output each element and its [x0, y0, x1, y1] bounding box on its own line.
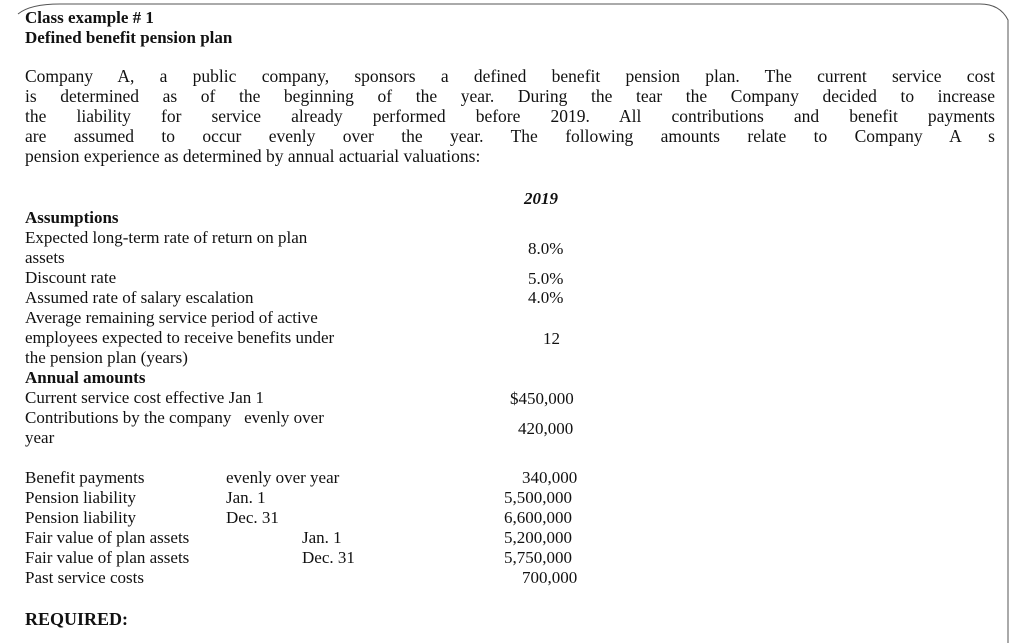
benefit-payments-note: evenly over year [226, 468, 340, 487]
intro-line: are assumed to occur evenly over the year. The following amounts relate to Company A s [25, 126, 995, 146]
discount-rate-value: 5.0% [528, 269, 564, 288]
arsp-value: 12 [543, 329, 560, 348]
contributions-value: 420,000 [518, 419, 574, 438]
pension-liability-dec-label: Pension liability [25, 508, 136, 527]
required-heading: REQUIRED: [25, 609, 129, 629]
intro-line: Company A, a public company, sponsors a defined benefit pension plan. The current service cost [25, 66, 995, 86]
arsp-label-cont2: the pension plan (years) [25, 348, 188, 367]
year-header: 2019 [524, 189, 558, 208]
fair-value-dec-value: 5,750,000 [504, 548, 572, 567]
fair-value-jan-note: Jan. 1 [302, 528, 342, 547]
plan-title: Defined benefit pension plan [25, 28, 233, 47]
class-example-title: Class example # 1 [25, 8, 154, 27]
contributions-label-cont: year [25, 428, 55, 447]
annual-amounts-heading: Annual amounts [25, 368, 146, 387]
past-service-costs-value: 700,000 [522, 568, 578, 587]
benefit-payments-label: Benefit payments [25, 468, 145, 487]
intro-line: the liability for service already performed before 2019. All contributions and benefit payments [25, 106, 995, 126]
expected-return-value: 8.0% [528, 239, 564, 258]
pension-liability-jan-label: Pension liability [25, 488, 136, 507]
fair-value-jan-label: Fair value of plan assets [25, 528, 190, 547]
salary-escalation-value: 4.0% [528, 288, 564, 307]
pension-liability-dec-note: Dec. 31 [226, 508, 279, 527]
expected-return-label-cont: assets [25, 248, 65, 267]
fair-value-dec-label: Fair value of plan assets [25, 548, 190, 567]
arsp-label-cont: employees expected to receive benefits under [25, 328, 335, 347]
current-service-cost-label: Current service cost effective Jan 1 [25, 388, 265, 407]
fair-value-jan-value: 5,200,000 [504, 528, 572, 547]
intro-paragraph [25, 66, 995, 166]
intro-line: is determined as of the beginning of the year. During the tear the Company decided to increase [25, 86, 995, 106]
fair-value-dec-note: Dec. 31 [302, 548, 355, 567]
benefit-payments-value: 340,000 [522, 468, 578, 487]
pension-liability-jan-value: 5,500,000 [504, 488, 572, 507]
contributions-label: Contributions by the company evenly over [25, 408, 324, 427]
pension-liability-dec-value: 6,600,000 [504, 508, 572, 527]
current-service-cost-value: $450,000 [510, 389, 574, 408]
past-service-costs-label: Past service costs [25, 568, 144, 587]
pension-liability-jan-note: Jan. 1 [226, 488, 266, 507]
expected-return-label: Expected long-term rate of return on plan [25, 228, 308, 247]
arsp-label: Average remaining service period of active [25, 308, 318, 327]
discount-rate-label: Discount rate [25, 268, 117, 287]
assumptions-heading: Assumptions [25, 208, 119, 227]
intro-line: pension experience as determined by annual actuarial valuations: [25, 146, 481, 166]
salary-escalation-label: Assumed rate of salary escalation [25, 288, 254, 307]
